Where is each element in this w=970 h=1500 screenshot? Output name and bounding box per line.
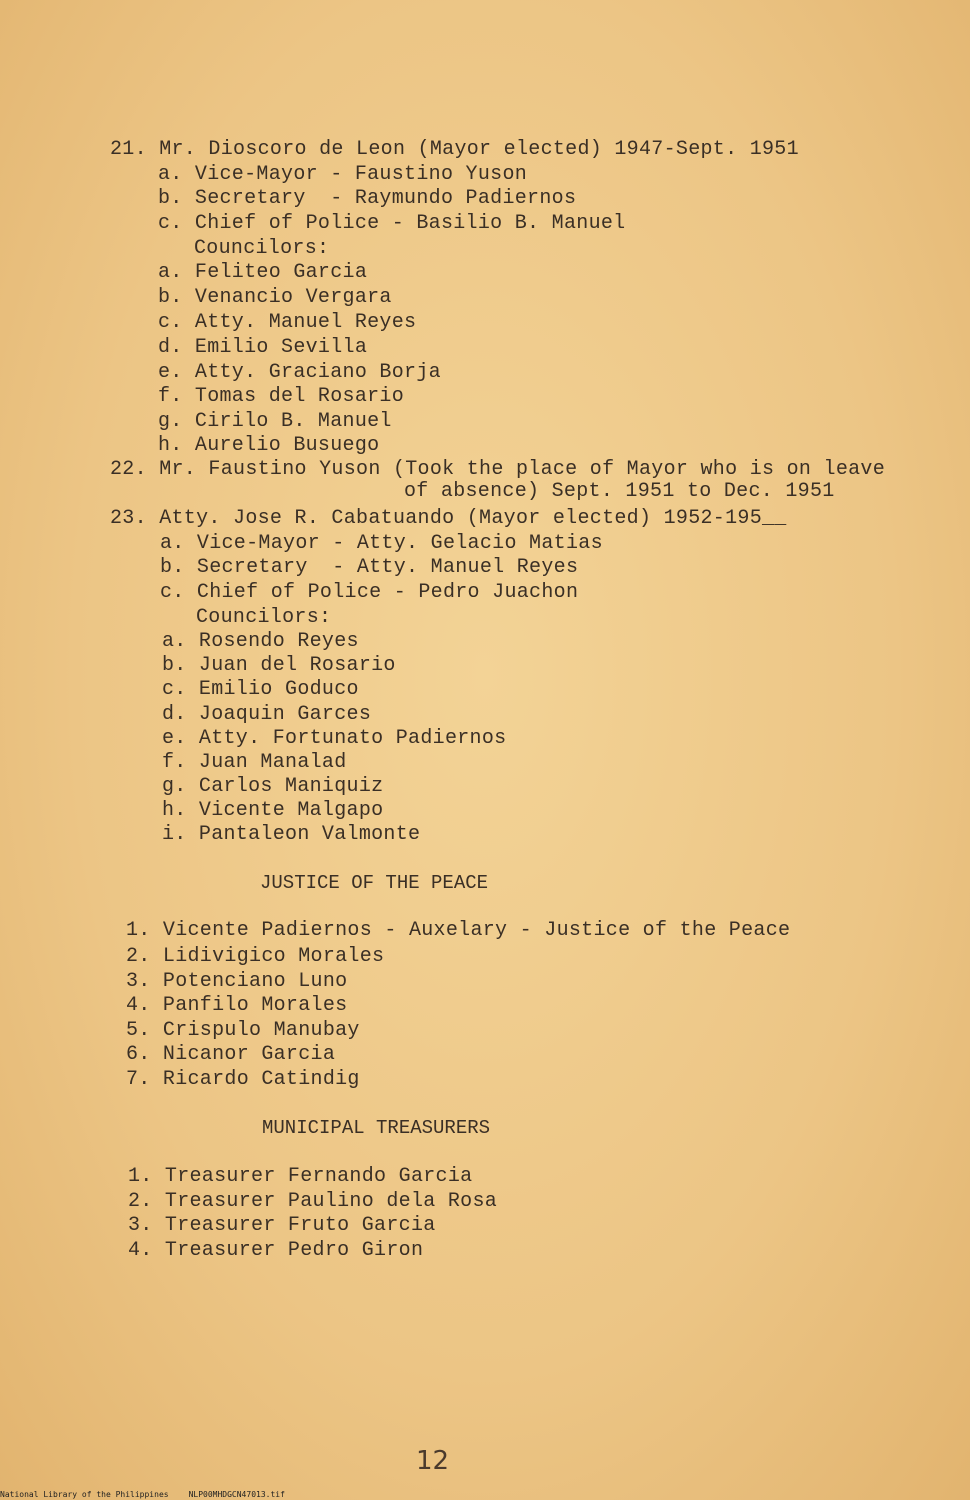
entry-23-councilor: a. Rosendo Reyes bbox=[162, 630, 359, 653]
justice-item: 3. Potenciano Luno bbox=[126, 970, 348, 993]
entry-21-councilor: e. Atty. Graciano Borja bbox=[158, 361, 441, 384]
entry-21-councilor: d. Emilio Sevilla bbox=[158, 336, 368, 359]
entry-23-officer: b. Secretary - Atty. Manuel Reyes bbox=[160, 556, 579, 579]
entry-21-officer: c. Chief of Police - Basilio B. Manuel bbox=[158, 212, 626, 235]
justice-item: 6. Nicanor Garcia bbox=[126, 1043, 336, 1066]
treasurer-item: 1. Treasurer Fernando Garcia bbox=[128, 1165, 473, 1188]
entry-21-councilor: c. Atty. Manuel Reyes bbox=[158, 311, 417, 334]
page-number: 12 bbox=[416, 1446, 450, 1476]
entry-21-councilor: h. Aurelio Busuego bbox=[158, 434, 380, 457]
footer-library: National Library of the Philippines bbox=[0, 1490, 169, 1499]
entry-23-title: 23. Atty. Jose R. Cabatuando (Mayor elected) 1952-195__ bbox=[110, 507, 787, 530]
justice-heading: JUSTICE OF THE PEACE bbox=[260, 872, 489, 894]
entry-21-councilor: b. Venancio Vergara bbox=[158, 286, 392, 309]
footer-file: NLP00MHDGCN47013.tif bbox=[188, 1490, 285, 1499]
treasurer-item: 2. Treasurer Paulino dela Rosa bbox=[128, 1190, 498, 1213]
entry-23-councilor: c. Emilio Goduco bbox=[162, 678, 359, 701]
entry-23-councilors-label: Councilors: bbox=[196, 606, 332, 629]
entry-21-officer: a. Vice-Mayor - Faustino Yuson bbox=[158, 163, 528, 186]
justice-item: 4. Panfilo Morales bbox=[126, 994, 348, 1017]
entry-21-officer: b. Secretary - Raymundo Padiernos bbox=[158, 187, 577, 210]
entry-23-councilor: h. Vicente Malgapo bbox=[162, 799, 384, 822]
entry-23-councilor: d. Joaquin Garces bbox=[162, 703, 372, 726]
scan-footer bbox=[0, 1490, 305, 1500]
entry-23-officer: c. Chief of Police - Pedro Juachon bbox=[160, 581, 579, 604]
justice-item: 1. Vicente Padiernos - Auxelary - Justice of the Peace bbox=[126, 919, 791, 942]
entry-21-councilor: g. Cirilo B. Manuel bbox=[158, 410, 392, 433]
entry-21-councilor: a. Feliteo Garcia bbox=[158, 261, 368, 284]
entry-23-councilor: g. Carlos Maniquiz bbox=[162, 775, 384, 798]
entry-21-title: 21. Mr. Dioscoro de Leon (Mayor elected) 1947-Sept. 1951 bbox=[110, 138, 799, 161]
treasurers-heading: MUNICIPAL TREASURERS bbox=[262, 1117, 491, 1139]
entry-21-councilors-label: Councilors: bbox=[194, 237, 330, 260]
justice-item: 7. Ricardo Catindig bbox=[126, 1068, 360, 1091]
justice-item: 2. Lidivigico Morales bbox=[126, 945, 385, 968]
treasurer-item: 4. Treasurer Pedro Giron bbox=[128, 1239, 424, 1262]
entry-23-councilor: f. Juan Manalad bbox=[162, 751, 347, 774]
entry-23-councilor: e. Atty. Fortunato Padiernos bbox=[162, 727, 507, 750]
treasurer-item: 3. Treasurer Fruto Garcia bbox=[128, 1214, 436, 1237]
entry-23-councilor: b. Juan del Rosario bbox=[162, 654, 396, 677]
entry-23-officer: a. Vice-Mayor - Atty. Gelacio Matias bbox=[160, 532, 603, 555]
justice-item: 5. Crispulo Manubay bbox=[126, 1019, 360, 1042]
entry-22-line-1: 22. Mr. Faustino Yuson (Took the place of Mayor who is on leave bbox=[110, 458, 886, 481]
entry-21-councilor: f. Tomas del Rosario bbox=[158, 385, 405, 408]
entry-23-councilor: i. Pantaleon Valmonte bbox=[162, 823, 421, 846]
entry-22-line-2: of absence) Sept. 1951 to Dec. 1951 bbox=[404, 480, 835, 503]
